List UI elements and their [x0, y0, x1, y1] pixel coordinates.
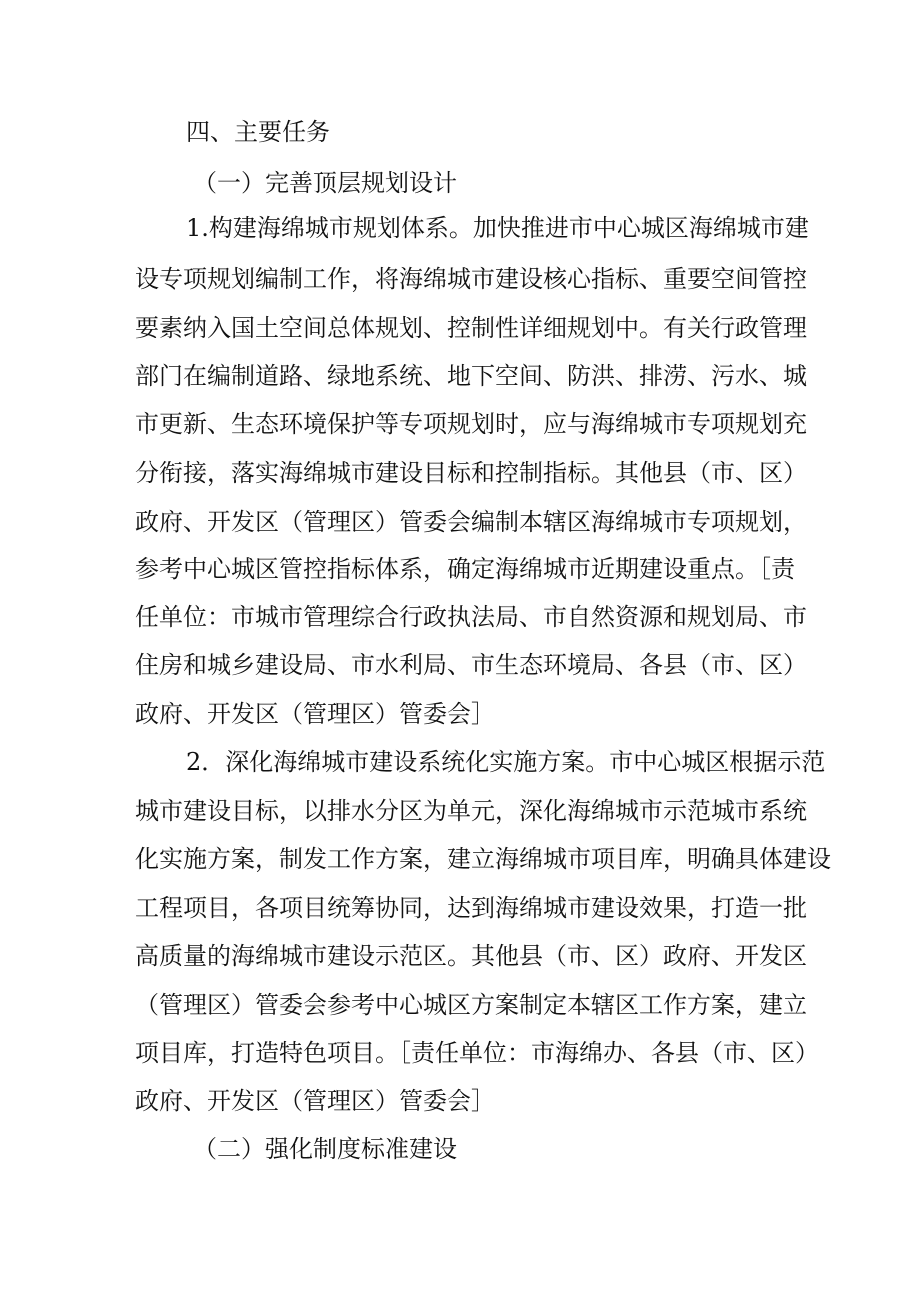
paragraph-line: 设专项规划编制工作，将海绵城市建设核心指标、重要空间管控	[135, 265, 807, 293]
paragraph-line: 部门在编制道路、绿地系统、地下空间、防洪、排涝、污水、城	[135, 362, 807, 390]
subsection-heading-1: （一）完善顶层规划设计	[193, 169, 457, 197]
paragraph-line: 要素纳入国土空间总体规划、控制性详细规划中。有关行政管理	[135, 314, 807, 342]
paragraph-line: 分衔接，落实海绵城市建设目标和控制指标。其他县（市、区）	[135, 459, 807, 487]
paragraph-line: 项目库，打造特色项目。［责任单位：市海绵办、各县（市、区）	[135, 1039, 819, 1067]
section-heading: 四、主要任务	[186, 118, 330, 146]
paragraph-line: 1.构建海绵城市规划体系。加快推进市中心城区海绵城市建	[186, 214, 809, 242]
paragraph-line: 市更新、生态环境保护等专项规划时，应与海绵城市专项规划充	[135, 410, 807, 438]
paragraph-line: 化实施方案，制发工作方案，建立海绵城市项目库，明确具体建设	[135, 845, 831, 873]
paragraph-line: 政府、开发区（管理区）管委会］	[135, 1087, 495, 1115]
paragraph-line: 高质量的海绵城市建设示范区。其他县（市、区）政府、开发区	[135, 942, 807, 970]
paragraph-line: （管理区）管委会参考中心城区方案制定本辖区工作方案，建立	[135, 991, 807, 1019]
paragraph-line: 住房和城乡建设局、市水利局、市生态环境局、各县（市、区）	[135, 651, 807, 679]
paragraph-line: 工程项目，各项目统筹协同，达到海绵城市建设效果，打造一批	[135, 894, 807, 922]
paragraph-line: 政府、开发区（管理区）管委会］	[135, 700, 495, 728]
paragraph-line: 任单位：市城市管理综合行政执法局、市自然资源和规划局、市	[135, 603, 807, 631]
paragraph-line: 2．深化海绵城市建设系统化实施方案。市中心城区根据示范	[186, 748, 826, 776]
paragraph-line: 城市建设目标，以排水分区为单元，深化海绵城市示范城市系统	[135, 797, 807, 825]
subsection-heading-2: （二）强化制度标准建设	[193, 1135, 457, 1163]
paragraph-line: 参考中心城区管控指标体系，确定海绵城市近期建设重点。［责	[135, 555, 795, 583]
paragraph-line: 政府、开发区（管理区）管委会编制本辖区海绵城市专项规划，	[135, 508, 807, 536]
